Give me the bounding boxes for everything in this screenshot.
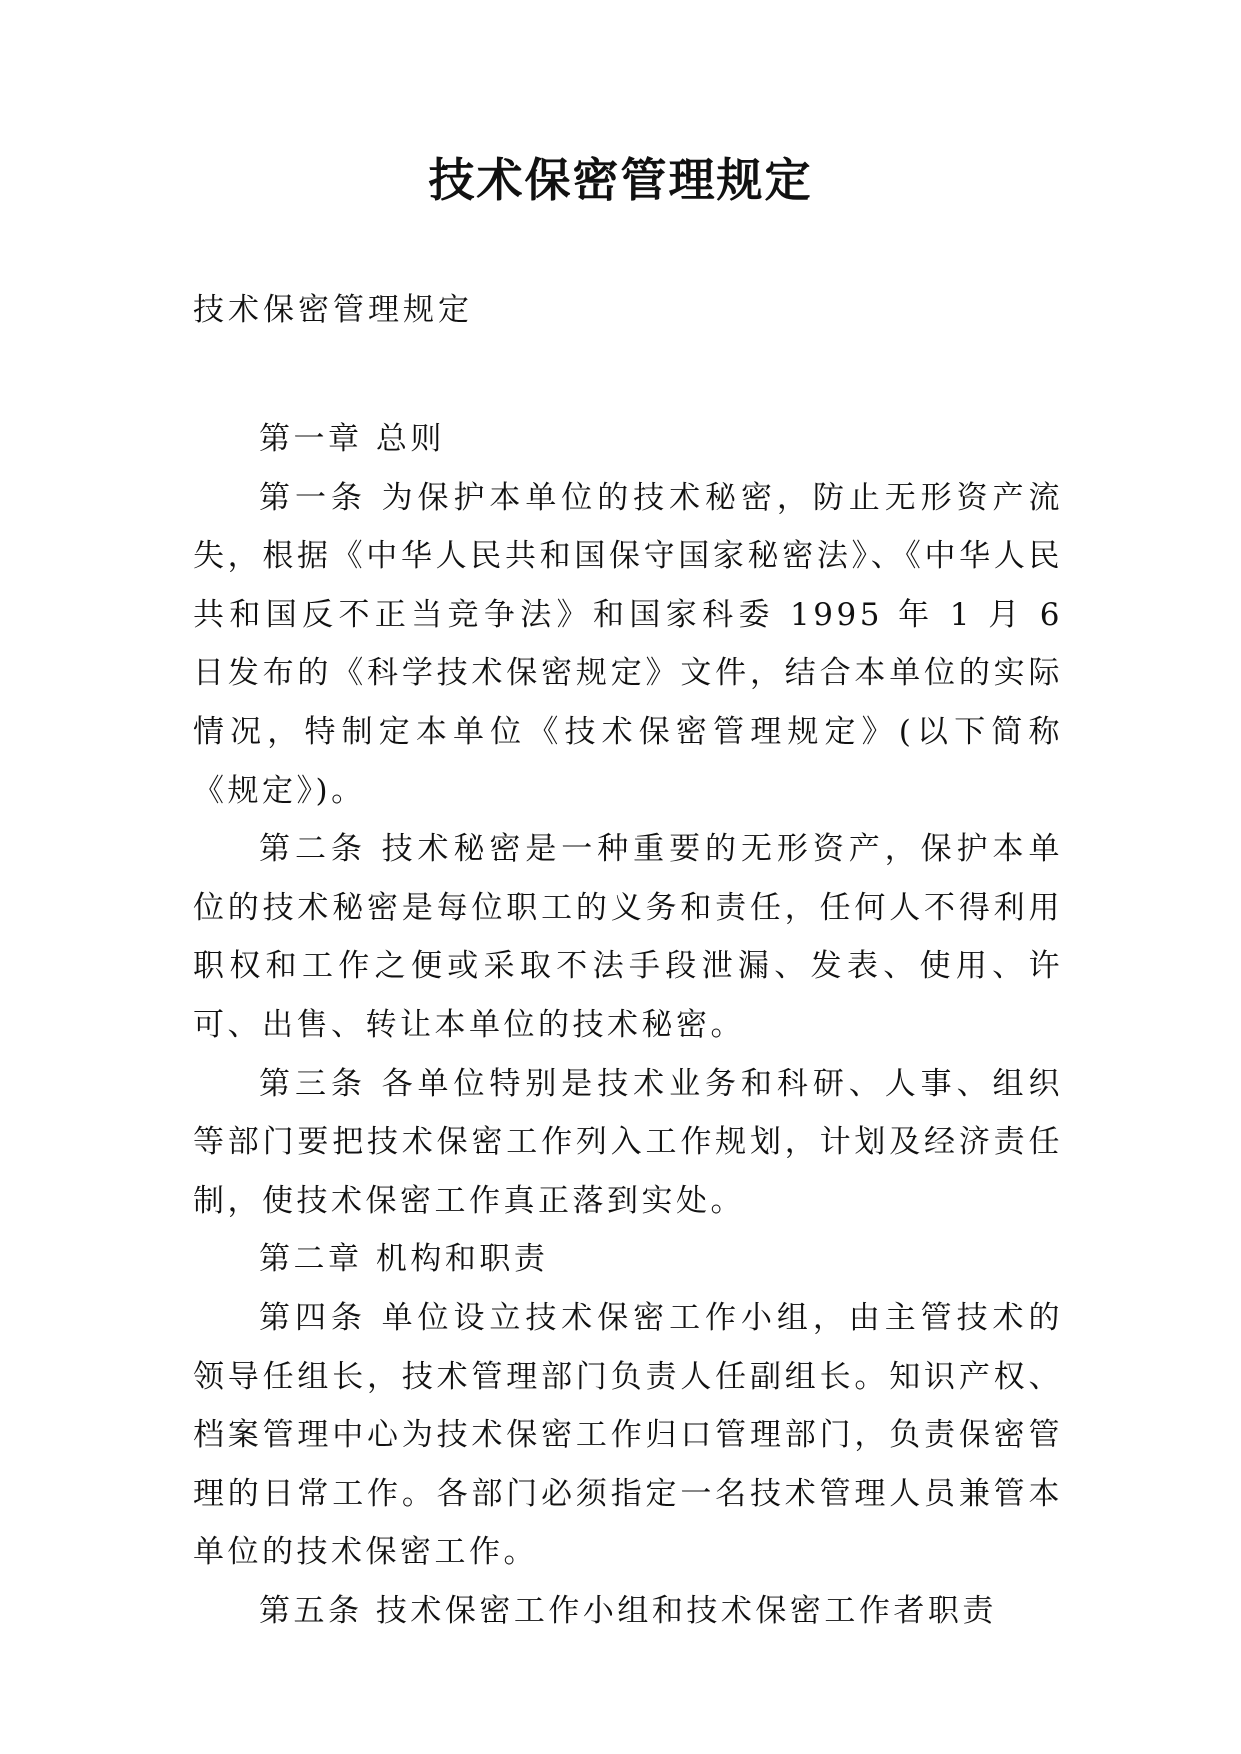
article-paragraph: 第三条 各单位特别是技术业务和科研、人事、组织等部门要把技术保密工作列入工作规划，计划及经济责任制，使技术保密工作真正落到实处。 bbox=[193, 1065, 1063, 1219]
article-paragraph: 第一条 为保护本单位的技术秘密，防止无形资产流失，根据《中华人民共和国保守国家秘密法》、《中华人民共和国反不正当竞争法》和国家科委 1995 年 1 月 6 日发布的《科学技术保密规定》文件，结合本单位的实际情况，特制定本单位《技术保密管理规定》(以下简称《规定》)。 bbox=[193, 479, 1063, 809]
chapter-heading: 第一章 总则 bbox=[259, 421, 445, 457]
article-paragraph: 第四条 单位设立技术保密工作小组，由主管技术的领导任组长，技术管理部门负责人任副组长。知识产权、档案管理中心为技术保密工作归口管理部门，负责保密管理的日常工作。各部门必须指定一名技术管理人员兼管本单位的技术保密工作。 bbox=[193, 1299, 1063, 1571]
document-body bbox=[193, 410, 1063, 1640]
article-paragraph: 第五条 技术保密工作小组和技术保密工作者职责 bbox=[259, 1592, 997, 1629]
article-paragraph: 第二条 技术秘密是一种重要的无形资产，保护本单位的技术秘密是每位职工的义务和责任，任何人不得利用职权和工作之便或采取不法手段泄漏、发表、使用、许可、出售、转让本单位的技术秘密。 bbox=[193, 831, 1063, 1043]
page-title: 技术保密管理规定 bbox=[428, 153, 813, 207]
document-subtitle: 技术保密管理规定 bbox=[193, 292, 473, 328]
chapter-heading: 第二章 机构和职责 bbox=[259, 1241, 549, 1278]
